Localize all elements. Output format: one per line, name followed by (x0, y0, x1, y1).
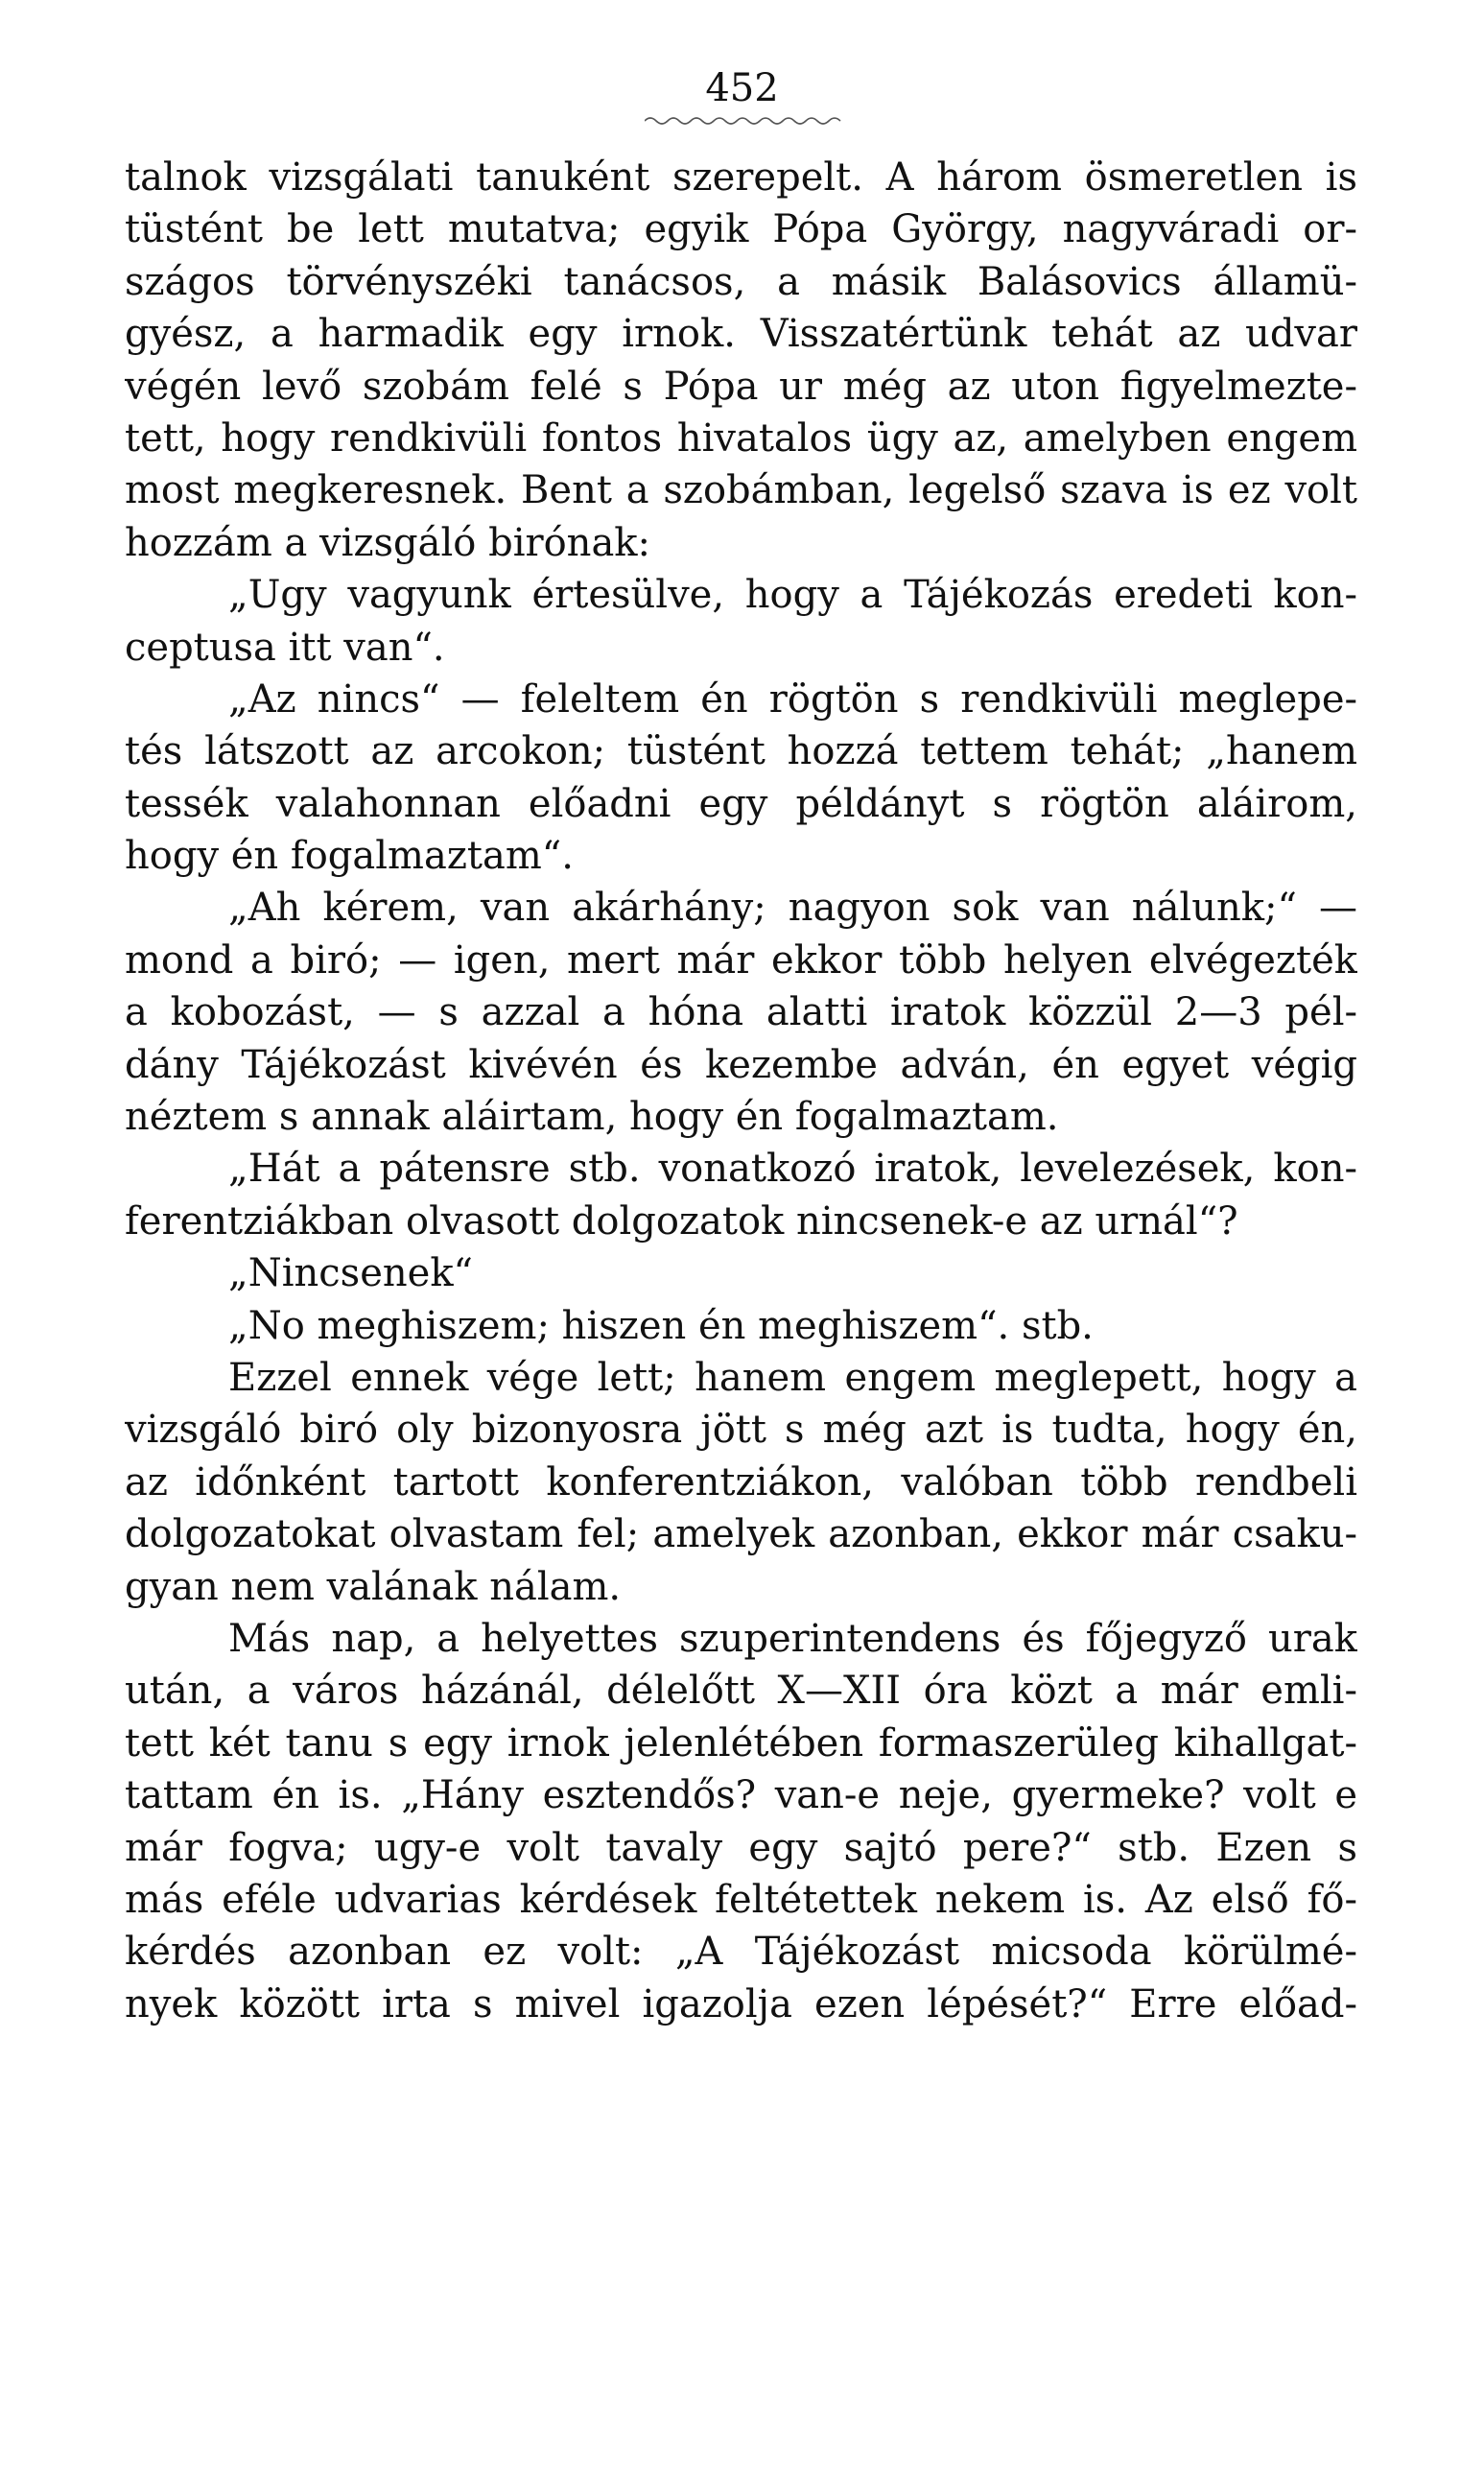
text-line: tüstént be lett mutatva; egyik Pópa György, nagyváradi or- (125, 207, 1357, 252)
text-line: Ezzel ennek vége lett; hanem engem meglepett, hogy a (228, 1355, 1357, 1400)
text-line: talnok vizsgálati tanuként szerepelt. A három ösmeretlen is (125, 155, 1357, 200)
text-line: hozzám a vizsgáló birónak: (125, 520, 651, 565)
page-number: 452 (705, 66, 779, 110)
text-line: tessék valahonnan előadni egy példányt s rögtön aláirom, (125, 781, 1357, 826)
text-line: az időnként tartott konferentziákon, valóban több rendbeli (125, 1459, 1357, 1505)
text-line: ferentziákban olvasott dolgozatok nincsenek-e az urnál“? (125, 1198, 1238, 1244)
text-line: végén levő szobám felé s Pópa ur még az uton figyelmezte- (125, 364, 1357, 409)
text-line: Más nap, a helyettes szuperintendens és főjegyző urak (228, 1616, 1357, 1661)
text-line: mond a biró; — igen, mert már ekkor több helyen elvégezték (125, 937, 1357, 983)
text-line: tett két tanu s egy irnok jelenlétében formaszerüleg kihallgat- (125, 1720, 1357, 1766)
text-line: nyek között irta s mivel igazolja ezen lépését?“ Erre előad- (125, 1981, 1357, 2027)
text-line: ceptusa itt van“. (125, 625, 445, 670)
text-line: vizsgáló biró oly bizonyosra jött s még azt is tudta, hogy én, (125, 1408, 1357, 1453)
text-line: gyan nem valának nálam. (125, 1564, 622, 1609)
text-line: „Ah kérem, van akárhány; nagyon sok van nálunk;“ — (228, 886, 1357, 931)
text-line: „Nincsenek“ (228, 1251, 473, 1296)
text-line: kérdés azonban ez volt: „A Tájékozást micsoda körülmé- (125, 1930, 1357, 1975)
text-line: hogy én fogalmaztam“. (125, 834, 574, 879)
text-line: más eféle udvarias kérdések feltétettek nekem is. Az első fő- (125, 1877, 1357, 1922)
text-line: már fogva; ugy-e volt tavaly egy sajtó pere?“ stb. Ezen s (125, 1825, 1357, 1870)
text-line: után, a város házánál, délelőtt X—XII óra közt a már emli- (125, 1669, 1357, 1714)
text-line: „Hát a pátensre stb. vonatkozó iratok, levelezések, kon- (228, 1147, 1357, 1192)
text-line: szágos törvényszéki tanácsos, a másik Balásovics államü- (125, 259, 1357, 304)
ornament-divider (645, 113, 846, 129)
text-line: a kobozást, — s azzal a hóna alatti iratok közzül 2—3 pél- (125, 990, 1357, 1035)
text-line: dolgozatokat olvastam fel; amelyek azonban, ekkor már csaku- (125, 1512, 1357, 1557)
text-line: gyész, a harmadik egy irnok. Visszatértünk tehát az udvar (125, 312, 1357, 357)
body-text (125, 152, 1357, 2030)
text-line: néztem s annak aláirtam, hogy én fogalmaztam. (125, 1095, 1059, 1140)
text-line: tett, hogy rendkivüli fontos hivatalos ügy az, amelyben engem (125, 415, 1357, 461)
text-line: „No meghiszem; hiszen én meghiszem“. stb. (228, 1303, 1094, 1348)
text-line: tattam én is. „Hány esztendős? van-e neje, gyermeke? volt e (125, 1773, 1357, 1818)
text-line: „Ugy vagyunk értesülve, hogy a Tájékozás eredeti kon- (228, 573, 1357, 618)
text-line: tés látszott az arcokon; tüstént hozzá tettem tehát; „hanem (125, 729, 1357, 774)
text-line: dány Tájékozást kivévén és kezembe adván, én egyet végig (125, 1042, 1357, 1087)
text-line: most megkeresnek. Bent a szobámban, legelső szava is ez volt (125, 468, 1357, 513)
text-line: „Az nincs“ — feleltem én rögtön s rendkivüli meglepe- (228, 676, 1357, 722)
